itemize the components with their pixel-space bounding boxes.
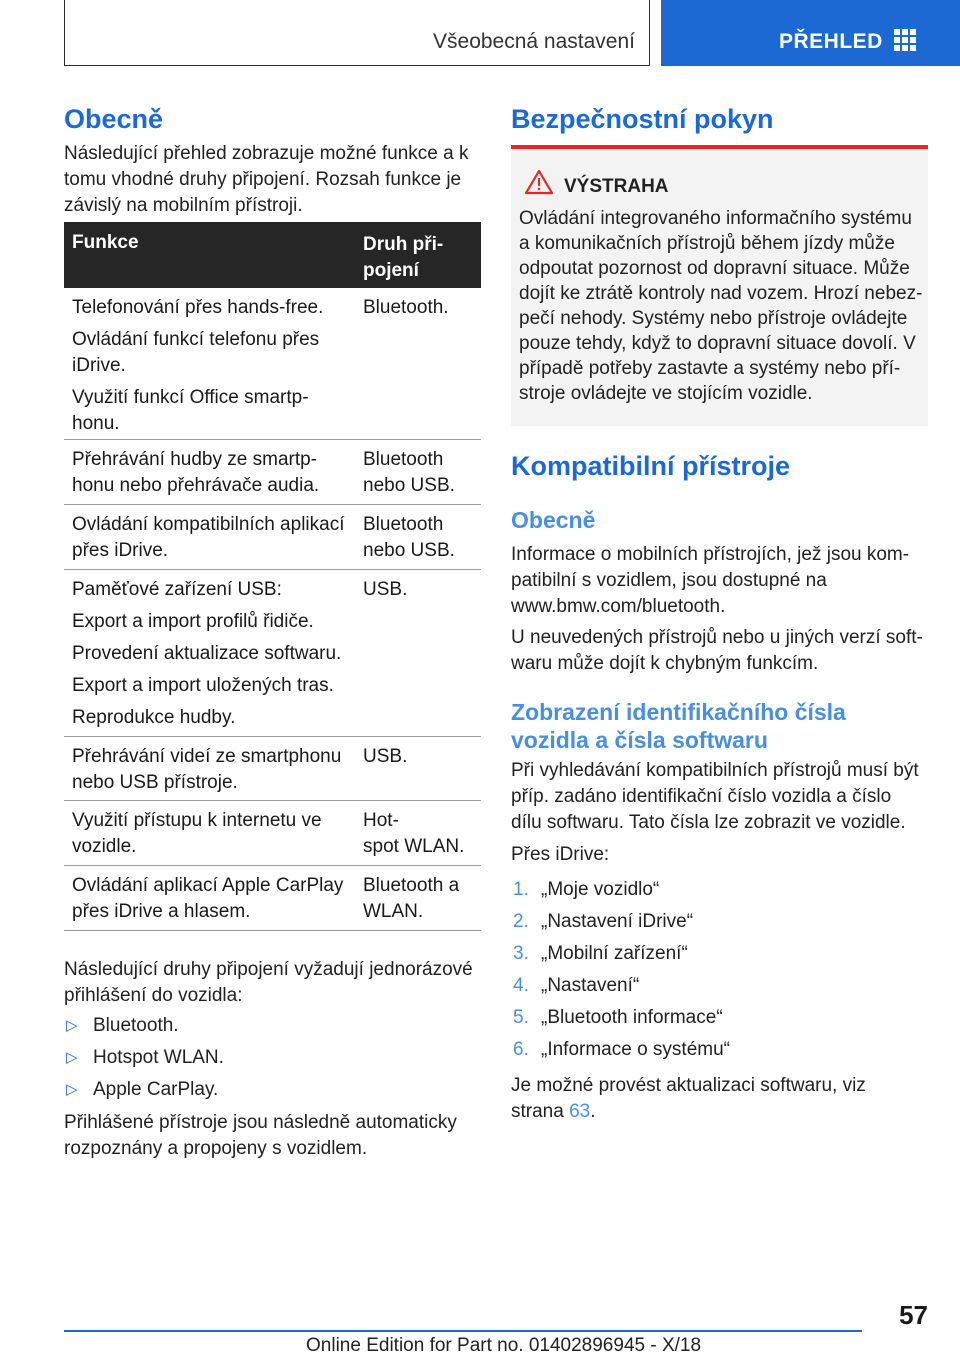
step-text: „Informace o systému“ bbox=[541, 1039, 730, 1060]
general-heading: Obecně bbox=[511, 507, 596, 533]
overview-label: PŘEHLED bbox=[779, 30, 883, 53]
function-cell: Přehrávání videí ze smartphonu nebo USB přístroje. bbox=[72, 746, 342, 793]
overview-button[interactable] bbox=[661, 0, 960, 66]
connection-cell: Bluetooth nebo USB. bbox=[363, 514, 455, 561]
table-row bbox=[64, 505, 481, 570]
table-row bbox=[64, 737, 481, 801]
section-tab[interactable] bbox=[64, 0, 650, 66]
function-cell: Ovládání kompatibilních aplikací přes iDrive. bbox=[72, 514, 345, 561]
step-number: 4. bbox=[513, 975, 529, 996]
connection-cell: Bluetooth a WLAN. bbox=[363, 875, 460, 922]
general-paragraph-1: Informace o mobilních přístrojích, jež jsou kom-patibilní s vozidlem, jsou dostupné na www.bmw.com/bluetooth. bbox=[511, 544, 910, 617]
login-intro: Následující druhy připojení vyžadují jednorázové přihlášení do vozidla: bbox=[64, 959, 473, 1006]
table-header bbox=[64, 222, 481, 288]
table-row bbox=[64, 288, 481, 440]
function-cell: Telefonování přes hands-free. Ovládání funkcí telefonu přes iDrive. Využití funkcí Office smartp- honu. bbox=[72, 297, 324, 434]
step-number: 6. bbox=[513, 1039, 529, 1060]
table-row bbox=[64, 866, 481, 931]
step-text: „Moje vozidlo“ bbox=[541, 879, 660, 900]
step-text: „Nastavení“ bbox=[541, 975, 640, 996]
section-title: Všeobecná nastavení bbox=[433, 30, 635, 53]
connection-cell: USB. bbox=[363, 579, 408, 600]
step-text: „Bluetooth informace“ bbox=[541, 1007, 723, 1028]
connection-cell: Hot- spot WLAN. bbox=[363, 810, 465, 857]
via-idrive: Přes iDrive: bbox=[511, 844, 610, 865]
step-text: „Mobilní zařízení“ bbox=[541, 943, 688, 964]
general-paragraph-2: U neuvedených přístrojů nebo u jiných verzí soft-waru může dojít k chybným funkcím. bbox=[511, 627, 923, 674]
function-cell: Využití přístupu k internetu ve vozidle. bbox=[72, 810, 322, 857]
triangle-bullet-icon: ▷ bbox=[66, 1081, 78, 1098]
page-number: 57 bbox=[899, 1300, 928, 1330]
page-link[interactable]: 63 bbox=[569, 1101, 591, 1122]
warning-body: Ovládání integrovaného informačního systému a komunikačních přístrojů během jízdy může odpoutat pozornost od dopravní situace. Může dojít ke ztrátě kontroly nad vozem. Hrozí nebez-pečí nehody. Systémy nebo přístroje ovládejte pouze tehdy, když to dopravní situace dovolí. V případě potřeby zastavte a systémy nebo pří-stroje ovládejte ve stojícím vozidle. bbox=[519, 208, 923, 404]
id-paragraph: Při vyhledávání kompatibilních přístrojů musí být příp. zadáno identifikační číslo vozidla a číslo dílu softwaru. Tato čísla lze zobrazit ve vozidle. bbox=[511, 760, 919, 833]
table-row bbox=[64, 801, 481, 866]
col-connection-header: Druh při- pojení bbox=[363, 234, 444, 281]
footer-divider bbox=[64, 1330, 862, 1332]
triangle-bullet-icon: ▷ bbox=[66, 1049, 78, 1066]
left-heading: Obecně bbox=[64, 104, 164, 134]
left-intro: Následující přehled zobrazuje možné funkce a k tomu vhodné druhy připojení. Rozsah funkce je závislý na mobilním přístroji. bbox=[64, 143, 469, 216]
function-cell: Paměťové zařízení USB: Export a import profilů řidiče. Provedení aktualizace softwaru. Export a import uložených tras. Reprodukce hudby. bbox=[72, 579, 342, 728]
warning-box bbox=[511, 145, 928, 426]
warning-triangle-icon bbox=[524, 169, 554, 195]
grid-icon bbox=[894, 29, 916, 51]
function-cell: Přehrávání hudby ze smartp- honu nebo přehrávače audia. bbox=[72, 449, 320, 496]
footer-edition: Online Edition for Part no. 01402896945 - X/18 bbox=[306, 1335, 702, 1356]
update-text: Je možné provést aktualizaci softwaru, viz strana 63. bbox=[511, 1075, 866, 1122]
step-number: 1. bbox=[513, 879, 529, 900]
connection-cell: USB. bbox=[363, 746, 408, 767]
step-number: 5. bbox=[513, 1007, 529, 1028]
connection-cell: Bluetooth. bbox=[363, 297, 449, 318]
step-text: „Nastavení iDrive“ bbox=[541, 911, 694, 932]
compat-heading: Kompatibilní přístroje bbox=[511, 451, 791, 481]
step-number: 3. bbox=[513, 943, 529, 964]
function-cell: Ovládání aplikací Apple CarPlay přes iDrive a hlasem. bbox=[72, 875, 344, 922]
triangle-bullet-icon: ▷ bbox=[66, 1017, 78, 1034]
connection-cell: Bluetooth nebo USB. bbox=[363, 449, 455, 496]
col-function-header: Funkce bbox=[72, 232, 139, 253]
warning-title: VÝSTRAHA bbox=[564, 176, 669, 197]
safety-heading: Bezpečnostní pokyn bbox=[511, 104, 774, 134]
table-row bbox=[64, 570, 481, 737]
closing-text: Přihlášené přístroje jsou následně automaticky rozpoznány a propojeny s vozidlem. bbox=[64, 1112, 457, 1159]
id-heading: Zobrazení identifikačního čísla vozidla a čísla softwaru bbox=[511, 699, 846, 753]
table-row bbox=[64, 440, 481, 505]
step-number: 2. bbox=[513, 911, 529, 932]
